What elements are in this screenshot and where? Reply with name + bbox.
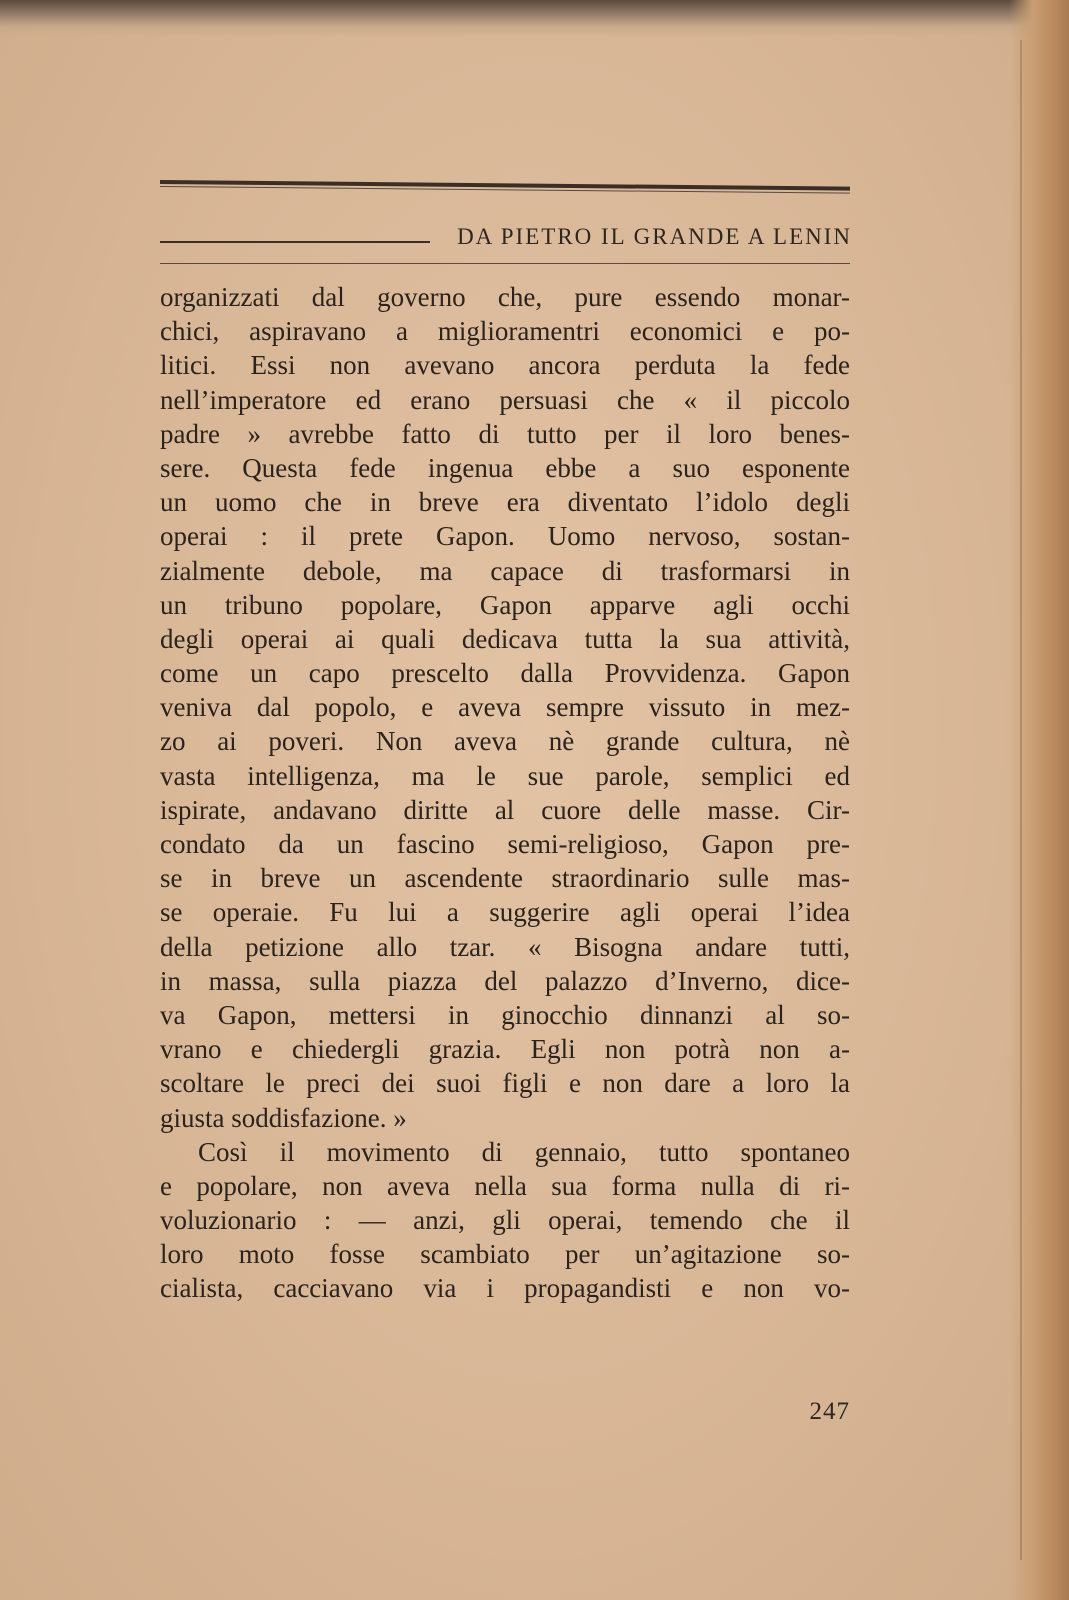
text-line: nell’imperatore ed erano persuasi che « il piccolo xyxy=(160,384,850,415)
text-line: ispirate, andavano diritte al cuore delle masse. Cir- xyxy=(160,794,850,825)
text-line: un tribuno popolare, Gapon apparve agli occhi xyxy=(160,589,850,620)
text-line: zialmente debole, ma capace di trasformarsi in xyxy=(160,555,850,586)
text-line: se operaie. Fu lui a suggerire agli operai l’idea xyxy=(160,897,850,928)
page-right-edge-shadow xyxy=(1009,0,1069,1600)
page-top-edge-shadow xyxy=(0,0,1069,38)
text-line: organizzati dal governo che, pure essendo monar- xyxy=(160,282,850,312)
text-line: condato da un fascino semi-religioso, Gapon pre- xyxy=(160,829,850,859)
text-line: voluzionario : — anzi, gli operai, temendo che il xyxy=(160,1205,850,1236)
text-line: va Gapon, mettersi in ginocchio dinnanzi al so- xyxy=(160,999,850,1030)
paragraph-first-line: Così il movimento di gennaio, tutto spontaneo xyxy=(198,1136,850,1167)
text-line: un uomo che in breve era diventato l’idolo degli xyxy=(160,487,850,518)
text-line: vrano e chiedergli grazia. Egli non potrà non a- xyxy=(160,1034,850,1065)
header-bottom-rule xyxy=(160,263,850,264)
text-line: in massa, sulla piazza del palazzo d’Inverno, dice- xyxy=(160,965,850,996)
text-line: e popolare, non aveva nella sua forma nulla di ri- xyxy=(160,1170,850,1201)
text-line: se in breve un ascendente straordinario sulle mas- xyxy=(160,863,850,894)
text-line: loro moto fosse scambiato per un’agitazione so- xyxy=(160,1239,850,1270)
text-line: vasta intelligenza, ma le sue parole, semplici ed xyxy=(160,760,850,791)
text-line: litici. Essi non avevano ancora perduta la fede xyxy=(160,350,850,381)
text-line: chici, aspiravano a miglioramentri economici e po- xyxy=(160,316,850,347)
text-line: della petizione allo tzar. « Bisogna andare tutti, xyxy=(160,931,850,962)
text-line: sere. Questa fede ingenua ebbe a suo esponente xyxy=(160,452,850,483)
text-line: scoltare le preci dei suoi figli e non dare a loro la xyxy=(160,1068,850,1099)
text-line: degli operai ai quali dedicava tutta la sua attività, xyxy=(160,623,850,654)
body-text xyxy=(160,280,850,1306)
text-line: padre » avrebbe fatto di tutto per il loro benes- xyxy=(160,418,850,449)
text-line: giusta soddisfazione. » xyxy=(160,1102,407,1133)
text-line: zo ai poveri. Non aveva nè grande cultura, nè xyxy=(160,726,850,757)
header-left-rule xyxy=(160,241,430,243)
text-line: operai : il prete Gapon. Uomo nervoso, sostan- xyxy=(160,521,850,552)
running-header: DA PIETRO IL GRANDE A LENIN xyxy=(457,224,852,249)
text-line: come un capo prescelto dalla Provvidenza. Gapon xyxy=(160,658,850,689)
page-number: 247 xyxy=(809,1398,850,1425)
text-line: veniva dal popolo, e aveva sempre vissuto in mez- xyxy=(160,692,850,723)
page-fold-line xyxy=(1020,40,1022,1560)
text-line: cialista, cacciavano via i propagandisti e non vo- xyxy=(160,1273,850,1304)
